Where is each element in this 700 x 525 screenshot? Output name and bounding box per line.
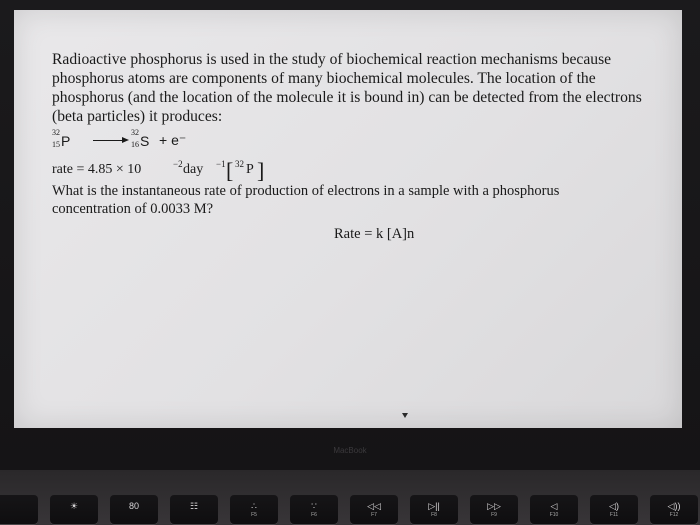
bracket-close: ] xyxy=(257,158,265,183)
paragraph-line: (beta particles) it produces: xyxy=(52,108,223,125)
rate-exponent: −2 xyxy=(173,159,183,169)
mute-icon: ◁ xyxy=(550,501,558,511)
rate-equation: Rate = k [A]n xyxy=(334,226,415,242)
launchpad-key xyxy=(170,495,218,525)
fast-forward-key: ▷▷ F9 xyxy=(470,495,518,525)
question xyxy=(52,182,652,218)
rewind-icon: ◁◁ xyxy=(367,501,381,511)
electron-product: + e⁻ xyxy=(159,132,187,148)
reactant-atomic-number: 15 xyxy=(52,140,60,149)
laptop-screen xyxy=(14,10,682,428)
keyboard-key xyxy=(0,495,38,525)
play-pause-key: ▷|| F8 xyxy=(410,495,458,525)
keyboard xyxy=(0,470,700,525)
mouse-cursor-icon xyxy=(402,413,408,418)
reactant-mass-number: 32 xyxy=(52,128,60,137)
paragraph-line: phosphorus (and the location of the molecule it is bound in) can be detected from the electrons xyxy=(52,89,642,106)
paragraph-line: Radioactive phosphorus is used in the study of biochemical reaction mechanisms because xyxy=(52,51,612,68)
brand-label: MacBook xyxy=(333,446,367,455)
brightness-key xyxy=(50,495,98,525)
volume-up-icon: ◁)) xyxy=(667,501,681,511)
play-pause-icon: ▷|| xyxy=(428,501,440,511)
isotope-mass: 32 xyxy=(235,159,244,169)
volume-down-key: ◁) F11 xyxy=(590,495,638,525)
fast-forward-icon: ▷▷ xyxy=(487,501,501,511)
problem-text xyxy=(52,50,652,218)
mute-key: ◁ F10 xyxy=(530,495,578,525)
rate-law xyxy=(52,154,652,182)
question-line: concentration of 0.0033 M? xyxy=(52,201,214,217)
rate-unit: day xyxy=(183,162,204,177)
paragraph-line: phosphorus atoms are components of many biochemical molecules. The location of the xyxy=(52,70,596,87)
product-symbol: S xyxy=(140,133,150,149)
brightness-icon: ☀ xyxy=(69,501,79,511)
product-atomic-number: 16 xyxy=(131,140,139,149)
volume-down-icon: ◁) xyxy=(609,501,619,511)
isotope-symbol: P xyxy=(246,162,254,177)
product-mass-number: 32 xyxy=(131,128,139,137)
mission-control-key: 80 xyxy=(110,495,158,525)
arrow-head-icon xyxy=(122,137,129,143)
volume-up-key: ◁)) F12 xyxy=(650,495,698,525)
rate-prefix: rate = 4.85 × 10 xyxy=(52,162,142,177)
reaction-arrow-icon xyxy=(93,140,123,141)
keyboard-backlight-down-key: ∴ F5 xyxy=(230,495,278,525)
keyboard-backlight-up-key: ∵ F6 xyxy=(290,495,338,525)
reactant-symbol: P xyxy=(61,133,71,149)
launchpad-icon: ☷ xyxy=(189,501,199,511)
question-line: What is the instantaneous rate of production of electrons in a sample with a phosphorus xyxy=(52,183,560,199)
decay-equation xyxy=(52,128,652,154)
bracket-open: [ xyxy=(226,158,234,183)
rewind-key: ◁◁ F7 xyxy=(350,495,398,525)
unit-exponent: −1 xyxy=(216,159,226,169)
